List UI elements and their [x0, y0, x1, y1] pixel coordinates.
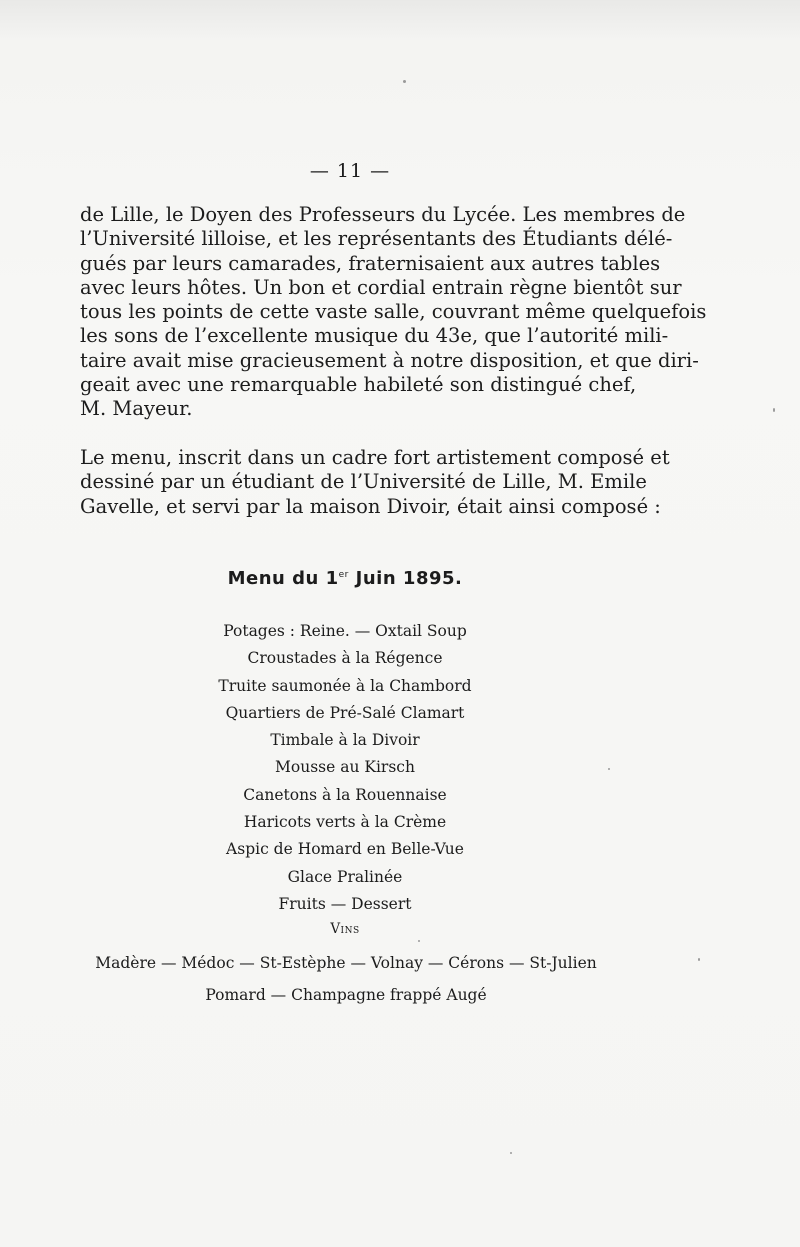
menu-items-list: [0, 618, 690, 918]
paragraph-line: gués par leurs camarades, fraternisaient aux autres tables: [80, 251, 661, 275]
menu-title-superscript: er: [338, 570, 349, 580]
paper-speck: [418, 940, 420, 942]
paragraph-menu-intro: [80, 446, 670, 519]
paper-speck: [773, 408, 775, 412]
wine-list-line-1: Madère — Médoc — St-Estèphe — Volnay — Cérons — St-Julien: [95, 954, 597, 972]
menu-item: Canetons à la Rouennaise: [243, 785, 447, 804]
paragraph-line: Le menu, inscrit dans un cadre fort artistement composé et: [80, 446, 670, 469]
menu-item: Fruits — Dessert: [278, 894, 412, 913]
menu-title: [0, 568, 690, 589]
paragraph-line: tous les points de cette vaste salle, couvrant même quelquefois: [80, 300, 707, 324]
paper-speck: [608, 768, 610, 770]
paragraph-line: Gavelle, et servi par la maison Divoir, était ainsi composé :: [80, 494, 661, 518]
menu-item: Aspic de Homard en Belle-Vue: [226, 840, 464, 859]
paragraph-line: les sons de l’excellente musique du 43e, que l’autorité mili-: [80, 324, 669, 348]
paper-speck: [403, 80, 406, 83]
menu-item: Haricots verts à la Crème: [243, 813, 447, 832]
menu-item: Croustades à la Régence: [247, 649, 443, 668]
paragraph-line: avec leurs hôtes. Un bon et cordial entrain règne bientôt sur: [80, 275, 682, 299]
wine-list-line-2: Pomard — Champagne frappé Augé: [205, 986, 487, 1004]
paragraph-line: de Lille, le Doyen des Professeurs du Lycée. Les membres de: [80, 203, 686, 226]
paper-speck: [510, 1152, 512, 1154]
paragraph-line: M. Mayeur.: [80, 397, 193, 421]
paragraph-banquet-guests: [80, 203, 707, 422]
menu-item: Glace Pralinée: [287, 867, 403, 886]
menu-item: Timbale à la Divoir: [270, 731, 420, 750]
paragraph-line: l’Université lilloise, et les représentants des Étudiants délé-: [80, 227, 673, 251]
menu-item: Truite saumonée à la Chambord: [218, 676, 472, 695]
menu-title-suffix: Juin 1895.: [348, 568, 463, 589]
paper-speck: [698, 958, 700, 961]
paragraph-line: dessiné par un étudiant de l’Université de Lille, M. Emile: [80, 470, 647, 494]
paragraph-line: taire avait mise gracieusement à notre disposition, et que diri-: [80, 348, 699, 372]
menu-title-prefix: Menu du 1: [227, 568, 339, 589]
menu-item: Quartiers de Pré-Salé Clamart: [225, 703, 465, 722]
paragraph-line: geait avec une remarquable habileté son distingué chef,: [80, 373, 637, 397]
menu-item: Mousse au Kirsch: [275, 758, 415, 777]
menu-item: Potages : Reine. — Oxtail Soup: [223, 622, 467, 640]
wines-heading: Vins: [330, 921, 360, 937]
page-number: — 11 —: [309, 160, 391, 182]
